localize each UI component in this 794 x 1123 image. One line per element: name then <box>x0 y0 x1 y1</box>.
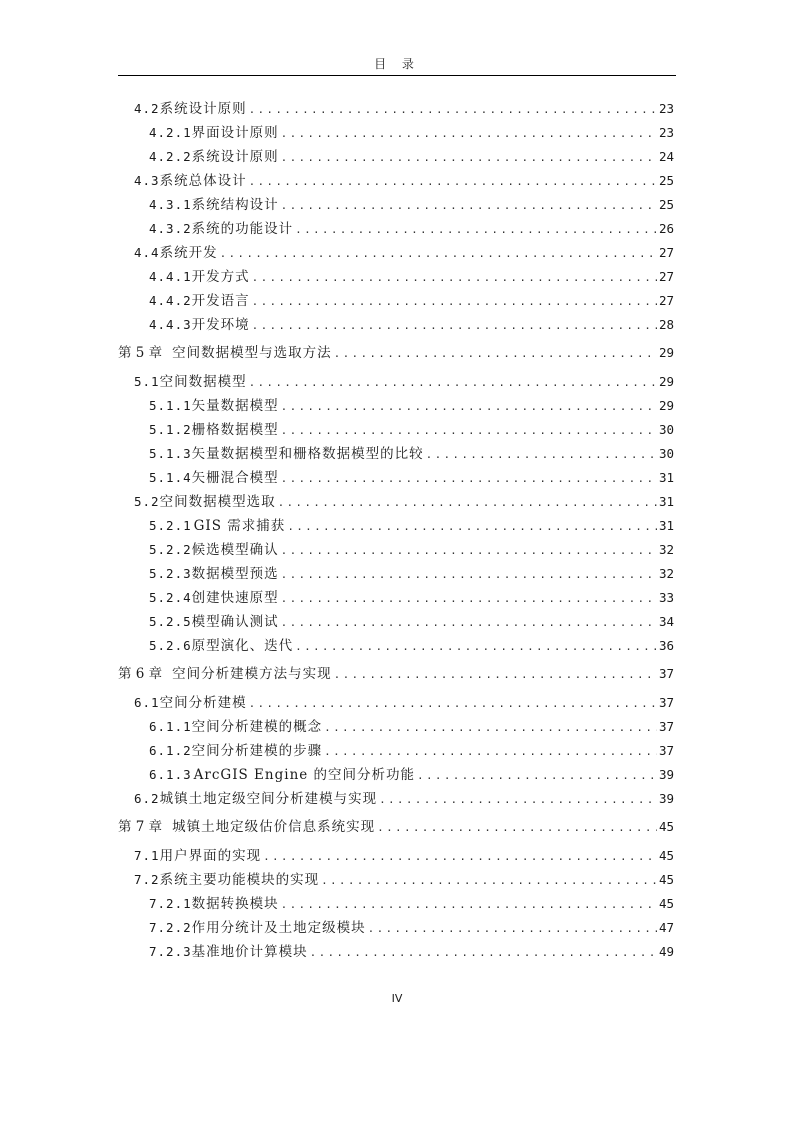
toc-dot-leader <box>249 692 657 716</box>
toc-entry-number: 5.1 <box>134 374 160 389</box>
toc-dot-leader <box>334 663 657 687</box>
toc-entry-title: 数据转换模块 <box>191 896 279 912</box>
toc-entry-title: 模型确认测试 <box>191 614 279 630</box>
toc-entry-number: 6.1.1 <box>149 719 192 734</box>
toc-entry-page: 25 <box>658 197 674 212</box>
toc-subsection-entry[interactable] <box>118 289 674 313</box>
toc-entry-page: 37 <box>658 719 674 734</box>
toc-entry-title: 城镇土地定级空间分析建模与实现 <box>159 791 378 807</box>
toc-entry-page: 27 <box>658 245 674 260</box>
toc-section-entry[interactable] <box>118 169 674 193</box>
toc-entry-page: 27 <box>658 269 674 284</box>
toc-dot-leader <box>334 342 657 366</box>
toc-dot-leader <box>281 146 657 170</box>
toc-entry-number: 5.2.4 <box>149 590 192 605</box>
toc-dot-leader <box>281 395 657 419</box>
toc-dot-leader <box>281 467 657 491</box>
toc-entry-title: 矢量数据模型 <box>191 398 279 414</box>
toc-dot-leader <box>281 419 657 443</box>
toc-subsection-entry[interactable] <box>118 121 674 145</box>
toc-entry-page: 37 <box>658 743 674 758</box>
toc-entry-page: 49 <box>658 944 674 959</box>
toc-dot-leader <box>324 716 657 740</box>
toc-entry-page: 33 <box>658 590 674 605</box>
toc-dot-leader <box>252 266 657 290</box>
toc-entry-number: 4.2.1 <box>149 125 192 140</box>
toc-subsection-entry[interactable] <box>118 916 674 940</box>
toc-entry-title: 矢栅混合模型 <box>191 470 279 486</box>
toc-section-entry[interactable] <box>118 844 674 868</box>
toc-subsection-entry[interactable] <box>118 442 674 466</box>
toc-entry-number: 5.1.2 <box>149 422 192 437</box>
toc-entry-title: 基准地价计算模块 <box>191 944 308 960</box>
toc-entry-number: 5.2.2 <box>149 542 192 557</box>
toc-subsection-entry[interactable] <box>118 193 674 217</box>
toc-entry-title: 界面设计原则 <box>191 125 279 141</box>
toc-section-entry[interactable] <box>118 691 674 715</box>
toc-dot-leader <box>379 788 657 812</box>
toc-subsection-entry[interactable] <box>118 940 674 964</box>
toc-entry-page: 26 <box>658 221 674 236</box>
toc-entry-number: 4.3.2 <box>149 221 192 236</box>
toc-entry-title: 空间数据模型 <box>159 374 247 390</box>
toc-entry-page: 25 <box>658 173 674 188</box>
toc-entry-page: 24 <box>658 149 674 164</box>
toc-entry-number: 4.3.1 <box>149 197 192 212</box>
toc-dot-leader <box>321 869 657 893</box>
toc-dot-leader <box>368 917 657 941</box>
toc-entry-title: 原型演化、迭代 <box>191 638 294 654</box>
toc-dot-leader <box>377 816 657 840</box>
page-number: IV <box>391 992 403 1005</box>
toc-dot-leader <box>281 563 657 587</box>
toc-subsection-entry[interactable] <box>118 610 674 634</box>
toc-entry-page: 32 <box>658 566 674 581</box>
toc-subsection-entry[interactable] <box>118 265 674 289</box>
toc-entry-page: 27 <box>658 293 674 308</box>
toc-entry-title: 矢量数据模型和栅格数据模型的比较 <box>191 446 424 462</box>
toc-entry-title: 系统开发 <box>159 245 218 261</box>
toc-entry-title: 开发语言 <box>191 293 250 309</box>
toc-entry-title: 系统的功能设计 <box>191 221 294 237</box>
toc-dot-leader <box>287 515 657 539</box>
toc-dot-leader <box>281 194 657 218</box>
toc-subsection-entry[interactable] <box>118 892 674 916</box>
toc-dot-leader <box>324 740 657 764</box>
toc-entry-title: 开发环境 <box>191 317 250 333</box>
toc-subsection-entry[interactable] <box>118 514 674 538</box>
toc-entry-page: 23 <box>658 125 674 140</box>
toc-entry-title: 空间分析建模方法与实现 <box>172 666 332 682</box>
toc-dot-leader <box>263 845 657 869</box>
toc-entry-page: 31 <box>658 518 674 533</box>
toc-entry-title: ArcGIS Engine 的空间分析功能 <box>193 767 416 783</box>
toc-section-entry[interactable] <box>118 490 674 514</box>
page-header-title: 目 录 <box>374 57 420 71</box>
toc-dot-leader <box>252 290 657 314</box>
toc-entry-title: 系统设计原则 <box>191 149 279 165</box>
toc-entry-number: 5.2.1 <box>149 518 192 533</box>
toc-entry-number: 6.2 <box>134 791 160 806</box>
toc-dot-leader <box>281 893 657 917</box>
toc-chapter-entry[interactable] <box>118 341 674 365</box>
toc-entry-page: 37 <box>658 695 674 710</box>
toc-chapter-entry[interactable] <box>118 662 674 686</box>
toc-section-entry[interactable] <box>118 241 674 265</box>
toc-entry-number: 5.2 <box>134 494 160 509</box>
toc-dot-leader <box>252 314 657 338</box>
toc-entry-number: 5.2.3 <box>149 566 192 581</box>
toc-entry-number: 7.1 <box>134 848 160 863</box>
toc-entry-page: 34 <box>658 614 674 629</box>
toc-entry-title: GIS 需求捕获 <box>193 518 286 534</box>
toc-entry-page: 45 <box>658 896 674 911</box>
toc-entry-page: 29 <box>658 345 674 360</box>
toc-entry-number: 5.1.1 <box>149 398 192 413</box>
toc-entry-page: 28 <box>658 317 674 332</box>
toc-entry-number: 6.1 <box>134 695 160 710</box>
toc-entry-title: 作用分统计及土地定级模块 <box>191 920 366 936</box>
toc-subsection-entry[interactable] <box>118 313 674 337</box>
toc-entry-title: 空间分析建模 <box>159 695 247 711</box>
toc-entry-number: 5.1.4 <box>149 470 192 485</box>
toc-dot-leader <box>310 941 657 965</box>
toc-dot-leader <box>249 371 657 395</box>
toc-entry-title: 系统主要功能模块的实现 <box>159 872 320 888</box>
toc-subsection-entry[interactable] <box>118 562 674 586</box>
toc-entry-page: 30 <box>658 446 674 461</box>
toc-entry-number: 5.1.3 <box>149 446 192 461</box>
toc-entry-number: 4.4.2 <box>149 293 192 308</box>
toc-subsection-entry[interactable] <box>118 715 674 739</box>
toc-subsection-entry[interactable] <box>118 634 674 658</box>
toc-subsection-entry[interactable] <box>118 538 674 562</box>
toc-entry-title: 创建快速原型 <box>191 590 279 606</box>
toc-entry-number: 5.2.5 <box>149 614 192 629</box>
toc-entry-page: 29 <box>658 398 674 413</box>
toc-dot-leader <box>281 539 657 563</box>
toc-entry-page: 31 <box>658 470 674 485</box>
toc-entry-title: 候选模型确认 <box>191 542 279 558</box>
toc-dot-leader <box>426 443 657 467</box>
toc-entry-title: 数据模型预选 <box>191 566 279 582</box>
toc-entry-title: 系统总体设计 <box>159 173 247 189</box>
toc-entry-number: 6.1.3 <box>149 767 192 782</box>
toc-entry-page: 47 <box>658 920 674 935</box>
toc-chapter-entry[interactable] <box>118 815 674 839</box>
toc-entry-page: 32 <box>658 542 674 557</box>
toc-dot-leader <box>417 764 657 788</box>
table-of-contents <box>118 97 674 964</box>
toc-entry-title: 开发方式 <box>191 269 250 285</box>
toc-entry-number: 7.2 <box>134 872 160 887</box>
toc-dot-leader <box>249 170 657 194</box>
toc-entry-title: 城镇土地定级估价信息系统实现 <box>172 819 376 835</box>
toc-dot-leader <box>281 122 657 146</box>
toc-entry-title: 空间数据模型与选取方法 <box>172 345 332 361</box>
toc-subsection-entry[interactable] <box>118 394 674 418</box>
toc-entry-page: 31 <box>658 494 674 509</box>
toc-entry-number: 7.2.1 <box>149 896 192 911</box>
toc-entry-page: 23 <box>658 101 674 116</box>
toc-subsection-entry[interactable] <box>118 418 674 442</box>
toc-entry-number: 7.2.3 <box>149 944 192 959</box>
toc-entry-title: 用户界面的实现 <box>159 848 262 864</box>
toc-section-entry[interactable] <box>118 787 674 811</box>
toc-section-entry[interactable] <box>118 868 674 892</box>
toc-entry-title: 系统结构设计 <box>191 197 279 213</box>
toc-entry-page: 30 <box>658 422 674 437</box>
toc-entry-title: 空间数据模型选取 <box>159 494 276 510</box>
toc-entry-title: 栅格数据模型 <box>191 422 279 438</box>
toc-entry-number: 第 5 章 <box>118 345 163 361</box>
toc-entry-page: 45 <box>658 872 674 887</box>
toc-entry-page: 39 <box>658 767 674 782</box>
toc-entry-title: 系统设计原则 <box>159 101 247 117</box>
toc-entry-number: 4.3 <box>134 173 160 188</box>
toc-dot-leader <box>295 218 657 242</box>
toc-dot-leader <box>281 587 657 611</box>
toc-entry-title: 空间分析建模的概念 <box>191 719 323 735</box>
toc-entry-page: 39 <box>658 791 674 806</box>
toc-subsection-entry[interactable] <box>118 763 674 787</box>
toc-entry-number: 第 6 章 <box>118 666 163 682</box>
toc-entry-number: 4.4 <box>134 245 160 260</box>
toc-entry-number: 7.2.2 <box>149 920 192 935</box>
toc-entry-title: 空间分析建模的步骤 <box>191 743 323 759</box>
toc-entry-number: 4.2 <box>134 101 160 116</box>
header-divider <box>118 75 676 76</box>
toc-section-entry[interactable] <box>118 370 674 394</box>
toc-dot-leader <box>249 98 657 122</box>
toc-entry-page: 37 <box>658 666 674 681</box>
toc-entry-number: 4.2.2 <box>149 149 192 164</box>
toc-entry-page: 45 <box>658 848 674 863</box>
toc-entry-number: 4.4.3 <box>149 317 192 332</box>
toc-entry-number: 4.4.1 <box>149 269 192 284</box>
toc-subsection-entry[interactable] <box>118 466 674 490</box>
toc-entry-number: 5.2.6 <box>149 638 192 653</box>
toc-entry-page: 29 <box>658 374 674 389</box>
toc-dot-leader <box>220 242 657 266</box>
toc-subsection-entry[interactable] <box>118 586 674 610</box>
toc-entry-page: 45 <box>658 819 674 834</box>
toc-dot-leader <box>281 611 657 635</box>
toc-dot-leader <box>295 635 657 659</box>
toc-entry-page: 36 <box>658 638 674 653</box>
toc-subsection-entry[interactable] <box>118 739 674 763</box>
toc-entry-number: 第 7 章 <box>118 819 163 835</box>
toc-dot-leader <box>278 491 657 515</box>
toc-subsection-entry[interactable] <box>118 217 674 241</box>
toc-entry-number: 6.1.2 <box>149 743 192 758</box>
toc-subsection-entry[interactable] <box>118 145 674 169</box>
toc-section-entry[interactable] <box>118 97 674 121</box>
